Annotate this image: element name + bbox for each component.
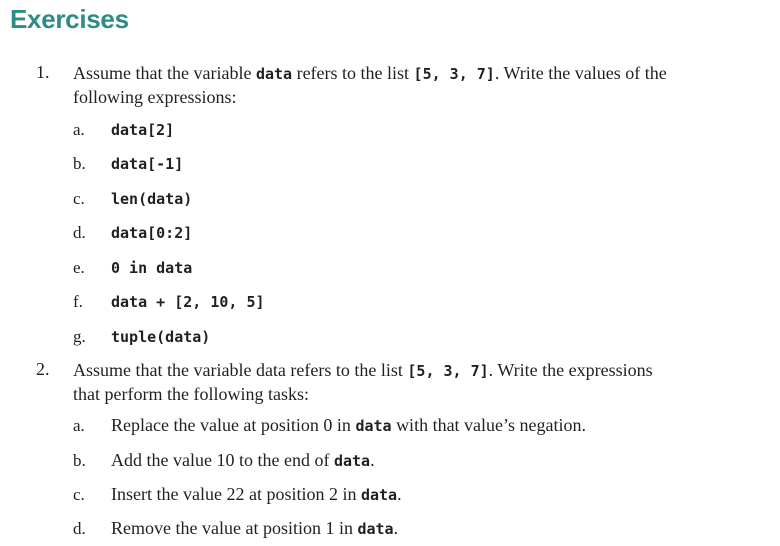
- q1-item-e-letter: e.: [73, 258, 85, 277]
- q1-item-b-letter: b.: [73, 154, 86, 173]
- q1-item-f-code: data + [2, 10, 5]: [111, 293, 265, 311]
- q2-item-c-code: data: [360, 486, 398, 504]
- q1-item-a-code: data[2]: [111, 121, 175, 139]
- question-2-line-2: that perform the following tasks:: [73, 384, 309, 404]
- q1-item-g-letter: g.: [73, 327, 86, 346]
- q2-item-d-t1: Remove the value at position 1 in: [111, 518, 358, 538]
- q1-item-f-letter: f.: [73, 292, 83, 311]
- q1-code-data: data: [255, 65, 293, 83]
- q2-item-d-text: [111, 518, 398, 539]
- q2-item-d-code: data: [357, 520, 394, 538]
- q2-item-d-t2: .: [393, 518, 399, 538]
- question-2-line-1: [73, 358, 653, 383]
- section-heading: Exercises: [10, 4, 129, 34]
- q1-item-e-code: 0 in data: [111, 259, 193, 277]
- q2-text-2: . Write the expressions: [488, 360, 653, 380]
- q1-item-c-letter: c.: [73, 189, 85, 208]
- q2-item-d-letter: d.: [73, 519, 86, 538]
- question-1-line-1: [73, 61, 667, 86]
- question-1-number: 1.: [36, 62, 50, 82]
- q2-item-c-t1: Insert the value 22 at position 2 in: [111, 484, 361, 504]
- q2-item-b-t1: Add the value 10 to the end of: [111, 450, 334, 470]
- q1-item-c-code: len(data): [111, 190, 193, 208]
- q2-item-b-code: data: [333, 452, 371, 470]
- q2-item-b-text: [111, 450, 375, 471]
- q1-code-list: [5, 3, 7]: [413, 65, 495, 83]
- q2-item-a-text: [111, 415, 586, 436]
- q1-item-b-code: data[-1]: [111, 155, 184, 173]
- question-2-number: 2.: [36, 359, 50, 379]
- q1-text-1: Assume that the variable: [73, 63, 256, 83]
- q2-item-c-t2: .: [397, 484, 402, 504]
- q2-item-c-letter: c.: [73, 485, 85, 504]
- q2-item-b-letter: b.: [73, 451, 86, 470]
- q2-item-a-t1: Replace the value at position 0 in: [111, 415, 356, 435]
- q2-code-list: [5, 3, 7]: [407, 362, 489, 380]
- q2-item-c-text: [111, 484, 402, 505]
- q1-item-d-letter: d.: [73, 223, 86, 242]
- q2-item-a-t2: with that value’s negation.: [391, 415, 587, 435]
- q2-item-a-code: data: [355, 417, 392, 435]
- question-1-line-2: following expressions:: [73, 87, 237, 107]
- q1-item-a-letter: a.: [73, 120, 85, 139]
- q1-text-3: . Write the values of the: [494, 63, 667, 83]
- q1-text-2: refers to the list: [292, 63, 414, 83]
- q2-item-b-t2: .: [370, 450, 375, 470]
- q1-item-d-code: data[0:2]: [111, 224, 193, 242]
- q2-text-1: Assume that the variable data refers to the list: [73, 360, 408, 380]
- q2-item-a-letter: a.: [73, 416, 85, 435]
- q1-item-g-code: tuple(data): [111, 328, 211, 346]
